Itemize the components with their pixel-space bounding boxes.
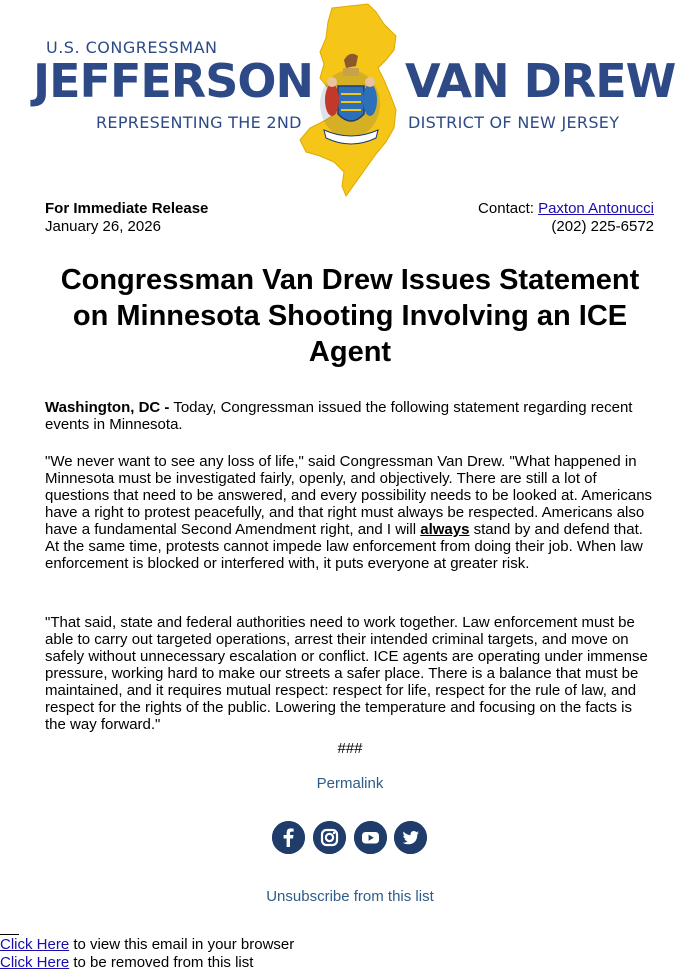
header-banner: [0, 0, 700, 200]
footer-remove-from-list: [0, 954, 253, 971]
body-paragraph-3: "That said, state and federal authorities need to work together. Law enforcement must be able to carry out targeted operations, arrest their intended criminal targets, and move on safely without unnecessary escalation or conflict. ICE agents are operating under immense pressure, working hard to make our streets a safer place. There is a balance that must be maintained, and it requires mutual respect: respect for life, respect for the rule of law, and respect for the rights of the public. Lowering the temperature and focusing on the facts is the way forward.": [45, 614, 648, 733]
paragraph-2-text-after: stand by and defend that. At the same time, protests cannot impede law enforcement from doing their job. When law enforcement is blocked or interfered with, it puts everyone at greater risk.: [45, 521, 643, 572]
view-in-browser-link[interactable]: Click Here: [0, 936, 70, 953]
banner-subtitle-right: DISTRICT OF NEW JERSEY: [408, 113, 620, 132]
permalink-link[interactable]: Permalink: [316, 775, 384, 792]
paragraph-1-text: Today, Congressman issued the following statement regarding recent events in Minnesota.: [45, 399, 633, 433]
twitter-icon[interactable]: [394, 821, 427, 854]
emphasis-always: always: [420, 521, 470, 538]
remove-from-list-text: to be removed from this list: [69, 954, 254, 971]
banner-name-left: JEFFERSON: [33, 54, 313, 108]
facebook-icon[interactable]: [272, 821, 305, 854]
press-release-headline: Congressman Van Drew Issues Statement on Minnesota Shooting Involving an ICE Agent: [60, 264, 640, 368]
new-jersey-seal-logo: [298, 2, 404, 198]
social-links: [272, 821, 432, 855]
contact-line: [478, 200, 654, 217]
view-in-browser-text: to view this email in your browser: [69, 936, 295, 953]
release-label: For Immediate Release: [45, 200, 209, 217]
contact-name-link[interactable]: Paxton Antonucci: [538, 200, 654, 217]
banner-name-right: VAN DREW: [405, 54, 676, 108]
footer-view-in-browser: [0, 936, 294, 953]
instagram-icon[interactable]: [313, 821, 346, 854]
youtube-icon[interactable]: [354, 821, 387, 854]
body-paragraph-2: [45, 453, 657, 572]
banner-subtitle-left: REPRESENTING THE 2ND: [96, 113, 302, 132]
contact-label: Contact:: [478, 200, 539, 217]
dateline: Washington, DC -: [45, 399, 170, 416]
paragraph-2-text-before: "We never want to see any loss of life," said Congressman Van Drew. "What happened in Minnesota must be investigated fairly, openly, and objectively. There are still a lot of questions that need to be answered, and every possibility needs to be looked at. Americans have a right to protest peacefully, and that right must always be respected. Americans also have a fundamental Second Amendment right, and I will: [45, 453, 653, 538]
footer-divider: [0, 934, 19, 935]
body-paragraph-1: [45, 399, 657, 433]
contact-phone: (202) 225-6572: [551, 218, 654, 235]
release-date: January 26, 2026: [45, 218, 161, 235]
banner-small-title: U.S. CONGRESSMAN: [46, 38, 218, 57]
remove-from-list-link[interactable]: Click Here: [0, 954, 70, 971]
unsubscribe-link[interactable]: Unsubscribe from this list: [266, 888, 434, 905]
end-mark: ###: [337, 740, 363, 757]
